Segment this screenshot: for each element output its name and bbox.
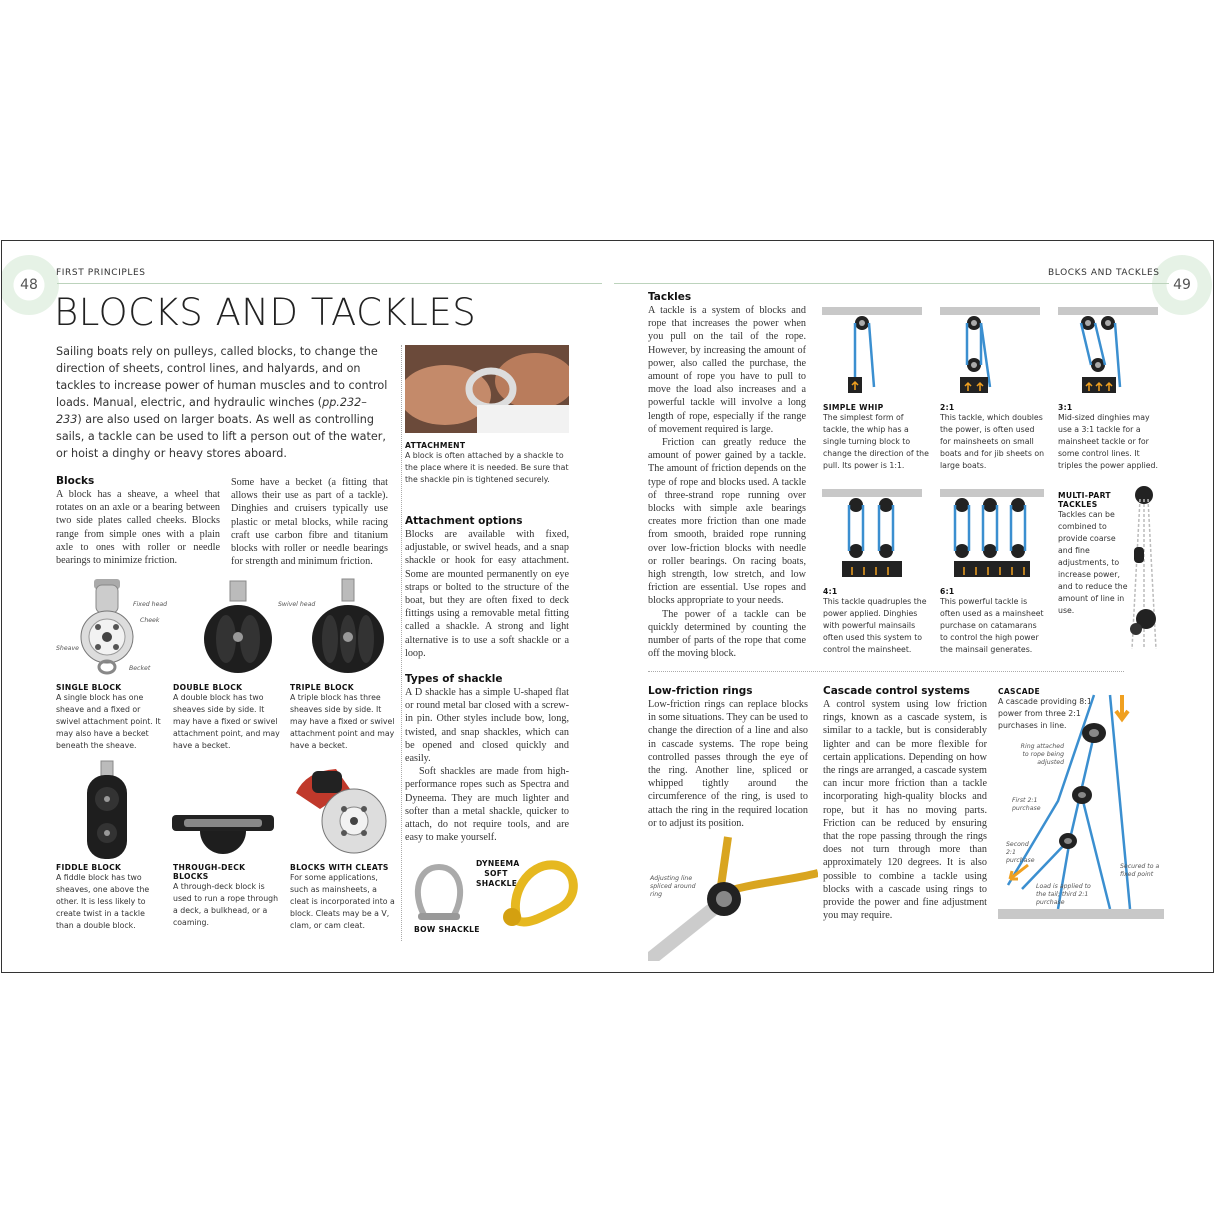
- caption-text: The simplest form of tackle, the whip has a single turning block to change the direction of the pull. Its power is 1:1.: [823, 413, 929, 470]
- caption-text: Mid-sized dinghies may use a 3:1 tackle for a mainsheet tackle or for some control lines. It triples the power applied.: [1058, 413, 1158, 470]
- intro-paragraph: [56, 343, 392, 462]
- cascade-label-second: Second 2:1 purchase: [1006, 841, 1035, 864]
- lowfriction-text: Low-friction rings can replace blocks in some situations. They can be used to change the direction of a line and also in cascade systems. The rope being controlled passes through the eye of the ring. Another line, spliced or whipped tightly around the circumference of the ring, is used to attach the ring in the required location or to adjust its position.: [648, 699, 808, 829]
- column-divider: [401, 345, 402, 941]
- label-sheave: Sheave: [56, 645, 79, 652]
- fiddle-block-image: [77, 759, 137, 863]
- tackles-text-2: Friction can greatly reduce the amount of power gained by a tackle. The amount of friction depends on the type of rope and blocks used. A tackle of three-strand rope running over blocks with simple axle bearings creates more friction than one made from smooth, braided rope running over low-friction blocks with needle or roller bearings. On racing boats, high strength, low stretch, and low friction are essential. Use ropes and blocks appropriate to your needs.: [648, 437, 806, 607]
- blocks-section: [56, 475, 220, 567]
- caption-blocks-with-cleats: [290, 863, 396, 932]
- caption-three-to-one: [1058, 403, 1162, 472]
- caption-title-line-2: BLOCKS: [173, 872, 209, 881]
- tackles-section: [648, 291, 806, 660]
- cascade-label-secured: Secured to a fixed point: [1120, 863, 1160, 878]
- caption-title: 3:1: [1058, 403, 1073, 412]
- caption-title: TRIPLE BLOCK: [290, 683, 354, 692]
- caption-title: ATTACHMENT: [405, 441, 466, 450]
- caption-title: SINGLE BLOCK: [56, 683, 122, 692]
- tackles-heading: Tackles: [648, 291, 692, 303]
- caption-text: This powerful tackle is often used as a mainsheet purchase on catamarans to control the high power the mainsail generates.: [940, 597, 1044, 654]
- blocks-text-2: Some have a becket (a fitting that allows their use as part of a tackle). Dinghies and cruisers typically use plastic or metal blocks, while racing craft use carbon fibre and titanium blocks with roller or needle bearings for strength and minimum friction.: [231, 477, 388, 568]
- shackle-text-2: Soft shackles are made from high-performance ropes such as Spectra and Dyneema. They are much lighter and softer than a metal shackle, quicker to attach, do not require tools, and are easy to make yourself.: [405, 766, 569, 844]
- caption-text: This tackle, which doubles the power, is often used for mainsheets on small boats and for jib sheets on large boats.: [940, 413, 1045, 470]
- running-head-left: FIRST PRINCIPLES: [56, 268, 146, 278]
- intro-page-ref: pp.232–233: [56, 396, 367, 426]
- lowfriction-section: [648, 685, 808, 830]
- lowfriction-heading: Low-friction rings: [648, 685, 753, 697]
- blocks-text-1: A block has a sheave, a wheel that rotates on an axle or a bearing between two side plates called cheeks. Blocks range from simple ones with a plain axle to ones with roller or needle bearings to minimize friction.: [56, 489, 220, 567]
- caption-title-line-1: MULTI-PART: [1058, 491, 1111, 500]
- caption-title: CASCADE: [998, 687, 1040, 696]
- caption-title: 4:1: [823, 587, 838, 596]
- bow-shackle-image: [414, 863, 464, 925]
- cascade-label-ring-attached: Ring attached to rope being adjusted: [1020, 743, 1064, 766]
- header-rule-right: [614, 283, 1169, 284]
- six-to-one-diagram: [940, 489, 1044, 581]
- intro-text-1: Sailing boats rely on pulleys, called blocks, to change the direction of sheets, control lines, and halyards, and on tackles to increase power of human muscles and to control loads. Manual, electric, and hydraulic winches (: [56, 345, 388, 409]
- double-block-image: [198, 577, 278, 677]
- caption-text: A fiddle block has two sheaves, one above the other. It is less likely to create twist in a tackle than a double block.: [56, 873, 150, 930]
- triple-block-image: [308, 577, 388, 677]
- caption-text: A triple block has three sheaves side by side. It may have a fixed or swivel attachment point and may have a becket.: [290, 693, 395, 750]
- cascade-text: A control system using low friction rings, known as a cascade system, is similar to a tackle, but is considerably lighter and can be more flexible for certain applications. Depending on how the rings are arranged, a cascade system can incur more friction than a tackle incorporating high-quality blocks and rope, but it has no moving parts. Friction can be reduced by ensuring that the rope passing through the rings does not turn through more than approximately 120 degrees. It is also possible to combine a tackle using blocks with a cascade using rings to provide the power and fine adjustment you may require.: [823, 699, 987, 922]
- bow-shackle-label: BOW SHACKLE: [414, 925, 480, 934]
- multipart-tackle-photo: [1122, 479, 1168, 657]
- intro-text-2: ) are also used on larger boats. As well as controlling sails, a tackle can be used to lift a person out of the water, or hoist a dinghy or heavy stores aboard.: [56, 413, 386, 460]
- caption-text: For some applications, such as mainsheets, a cleat is incorporated into a block. Cleats may be a V, clam, or cam cleat.: [290, 873, 395, 930]
- attachment-photo: [405, 345, 569, 433]
- caption-title-line-2: TACKLES: [1058, 500, 1098, 509]
- label-fixed-head: Fixed head: [133, 601, 168, 608]
- attachment-options-section: [405, 515, 569, 660]
- three-to-one-diagram: [1058, 307, 1158, 397]
- caption-text: A double block has two sheaves side by side. It may have a fixed or swivel attachment point, and may have a becket.: [173, 693, 280, 750]
- cascade-section: [823, 685, 987, 922]
- through-deck-block-image: [170, 805, 276, 863]
- shackle-heading: Types of shackle: [405, 673, 503, 685]
- blocks-heading: Blocks: [56, 475, 95, 487]
- caption-text: Tackles can be combined to provide coarse and fine adjustments, to increase power, and to reduce the amount of line in use.: [1058, 510, 1128, 615]
- section-divider: [648, 671, 1124, 672]
- caption-title: 2:1: [940, 403, 955, 412]
- caption-simple-whip: [823, 403, 929, 472]
- caption-text: A single block has one sheave and a fixed or swivel attachment point. It may also have a becket beneath the sheave.: [56, 693, 161, 750]
- caption-title: 6:1: [940, 587, 955, 596]
- caption-multipart-tackles: [1058, 491, 1128, 617]
- attachment-options-text: Blocks are available with fixed, adjustable, or swivel heads, and a snap shackle or hook for easy attachment. Some are mounted permanently on eye straps or bolted to the structure of the boat, but they are often fixed to deck fittings using a removable metal fitting called a shackle. A strong and light alternative is to use a soft shackle or a loop.: [405, 529, 569, 659]
- caption-title-line-1: THROUGH-DECK: [173, 863, 246, 872]
- caption-single-block: [56, 683, 164, 752]
- caption-two-to-one: [940, 403, 1046, 472]
- caption-text: A block is often attached by a shackle to the place where it is needed. Be sure that the shackle pin is tightened securely.: [405, 451, 569, 484]
- tackles-text-3: The power of a tackle can be quickly determined by counting the number of parts of the rope that come off the moving block.: [648, 608, 806, 660]
- dyneema-label-line-2: SOFT: [484, 869, 508, 878]
- tackles-text-1: A tackle is a system of blocks and rope that increases the power when you pull on the tail of the rope. However, by increasing the amount of power, also called the purchase, the amount of rope you have to pull to move the load also increases and a powerful tackle will involve a long length of rope, especially if the range of movement required is large.: [648, 305, 806, 435]
- cascade-label-first: First 2:1 purchase: [1012, 797, 1041, 812]
- caption-title: FIDDLE BLOCK: [56, 863, 122, 872]
- two-to-one-diagram: [940, 307, 1040, 397]
- dyneema-label-line-3: SHACKLE: [476, 879, 518, 888]
- ring-label: Adjusting line spliced around ring: [650, 875, 696, 898]
- caption-through-deck-blocks: [173, 863, 281, 929]
- caption-six-to-one: [940, 587, 1046, 656]
- dyneema-soft-shackle-image: [498, 855, 582, 935]
- four-to-one-diagram: [822, 489, 922, 581]
- caption-text: This tackle quadruples the power applied. Dinghies with powerful mainsails often used this system to control the mainsheet.: [823, 597, 927, 654]
- page-number-right: 49: [1152, 255, 1212, 315]
- caption-four-to-one: [823, 587, 931, 656]
- simple-whip-diagram: [822, 307, 922, 397]
- caption-title: DOUBLE BLOCK: [173, 683, 243, 692]
- attachment-caption: [405, 441, 569, 486]
- page-title: BLOCKS AND TACKLES: [54, 291, 477, 334]
- cascade-heading: Cascade control systems: [823, 685, 970, 697]
- caption-title: SIMPLE WHIP: [823, 403, 884, 412]
- caption-title: BLOCKS WITH CLEATS: [290, 863, 389, 872]
- running-head-right: BLOCKS AND TACKLES: [1048, 268, 1160, 278]
- label-becket: Becket: [129, 665, 151, 672]
- caption-text: A cascade providing 8:1 power from three 2:1 purchases in line.: [998, 697, 1092, 730]
- single-block-image: [72, 577, 142, 677]
- label-swivel-head: Swivel head: [278, 601, 316, 608]
- header-rule-left: [57, 283, 602, 284]
- caption-triple-block: [290, 683, 398, 752]
- shackle-section: [405, 673, 569, 844]
- attachment-options-heading: Attachment options: [405, 515, 523, 527]
- dyneema-label-line-1: DYNEEMA: [476, 859, 520, 868]
- label-cheek: Cheek: [140, 617, 160, 624]
- page-number-left: 48: [1, 255, 59, 315]
- shackle-text-1: A D shackle has a simple U-shaped flat or round metal bar closed with a screw-in pin. Other styles include bow, long, twisted, and snap shackles, which can be opened and closed quickly and easily.: [405, 687, 569, 765]
- caption-double-block: [173, 683, 281, 752]
- block-with-cleat-image: [292, 763, 392, 859]
- cascade-label-load: Load is applied to the tail; third 2:1 purchase: [1036, 883, 1091, 906]
- caption-fiddle-block: [56, 863, 164, 932]
- book-spread: [1, 240, 1214, 973]
- caption-text: A through-deck block is used to run a rope through a deck, a bulkhead, or a coaming.: [173, 882, 279, 927]
